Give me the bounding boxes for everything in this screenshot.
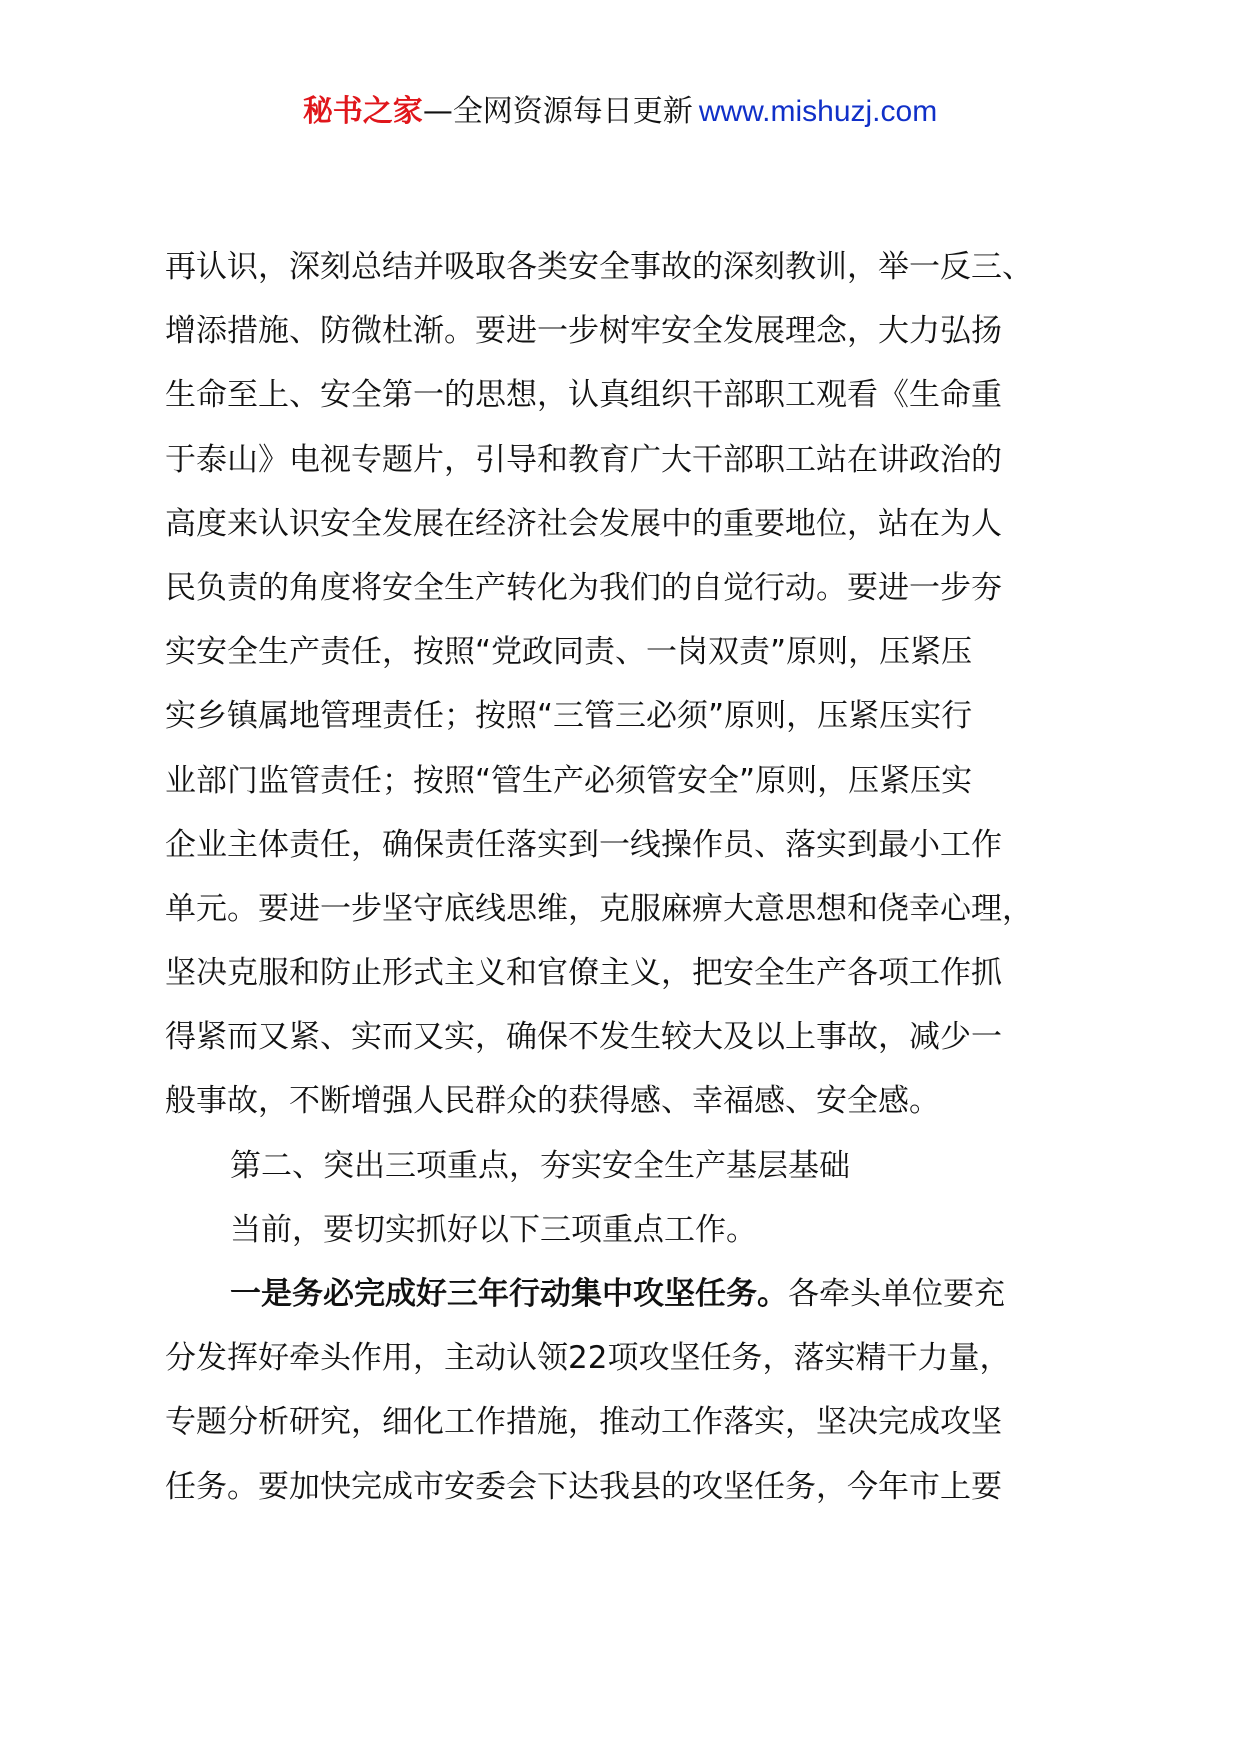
body-line: 坚决克服和防止形式主义和官僚主义，把安全生产各项工作抓 [165,955,1002,992]
body-line: 任务。要加快完成市安委会下达我县的攻坚任务，今年市上要 [165,1468,1002,1505]
site-url-link[interactable]: www.mishuzj.com [698,95,938,128]
body-line: 企业主体责任，确保责任落实到一线操作员、落实到最小工作 [165,826,1002,863]
body-line: 于泰山》电视专题片，引导和教育广大干部职工站在讲政治的 [165,441,1002,478]
body-line: 业部门监管责任；按照“管生产必须管安全”原则，压紧压实 [165,762,973,799]
body-line: 高度来认识安全发展在经济社会发展中的重要地位，站在为人 [165,505,1002,542]
body-line: 般事故，不断增强人民群众的获得感、幸福感、安全感。 [165,1083,940,1120]
body-line: 增添措施、防微杜渐。要进一步树牢安全发展理念，大力弘扬 [165,313,1002,350]
section-heading: 第二、突出三项重点，夯实安全生产基层基础 [230,1147,850,1184]
body-line: 实乡镇属地管理责任；按照“三管三必须”原则，压紧压实行 [165,698,973,735]
body-line: 得紧而又紧、实而又实，确保不发生较大及以上事故，减少一 [165,1019,1002,1056]
section-intro: 当前，要切实抓好以下三项重点工作。 [230,1211,757,1248]
item-1-first-line [165,1262,1095,1326]
body-line: 民负责的角度将安全生产转化为我们的自觉行动。要进一步夯 [165,569,1002,606]
body-line: 单元。要进一步坚守底线思维，克服麻痹大意思想和侥幸心理， [165,890,1033,927]
site-header [0,92,1240,132]
document-body [165,235,1095,1519]
body-line: 实安全生产责任，按照“党政同责、一岗双责”原则，压紧压 [165,634,973,671]
item-1-text: 各牵头单位要充 [788,1276,1005,1312]
site-tagline: —全网资源每日更新 [422,94,693,129]
item-1-heading: 一是务必完成好三年行动集中攻坚任务。 [230,1276,788,1312]
site-brand: 秘书之家 [302,94,423,129]
body-line: 分发挥好牵头作用，主动认领22项攻坚任务，落实精干力量， [165,1340,1011,1377]
body-line: 生命至上、安全第一的思想，认真组织干部职工观看《生命重 [165,377,1002,414]
body-line: 专题分析研究，细化工作措施，推动工作落实，坚决完成攻坚 [165,1404,1002,1441]
body-line: 再认识，深刻总结并吸取各类安全事故的深刻教训，举一反三、 [165,249,1033,285]
